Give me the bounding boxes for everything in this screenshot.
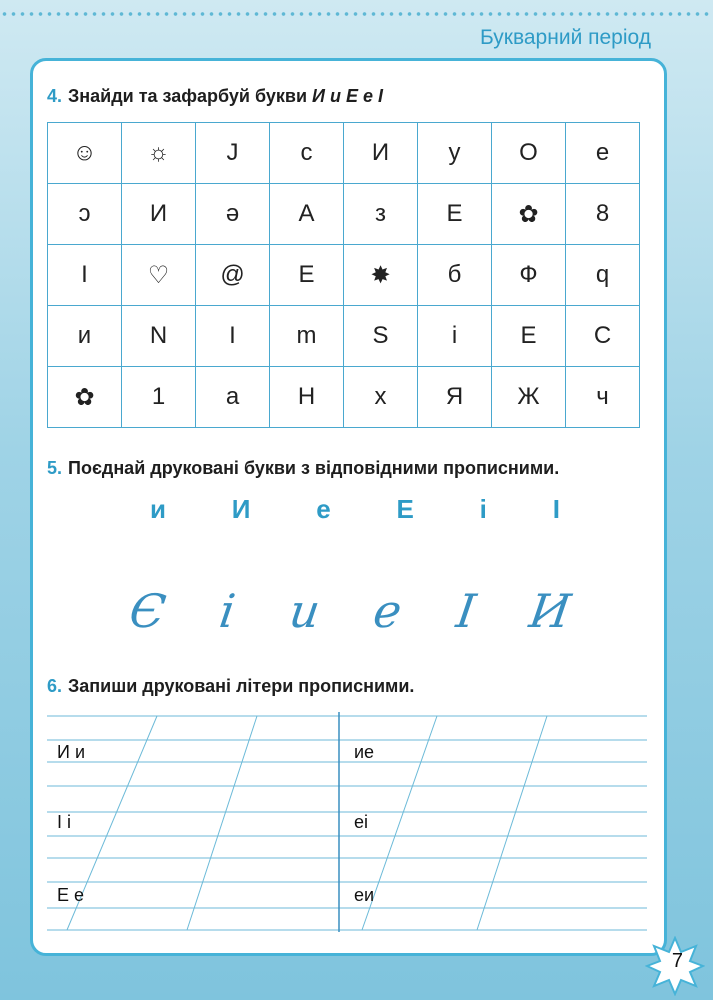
- writing-right-1: ие: [354, 742, 375, 762]
- grid-cell[interactable]: 1: [122, 367, 196, 428]
- grid-cell[interactable]: ☺: [48, 123, 122, 184]
- task-4-title: [47, 86, 383, 107]
- grid-cell[interactable]: И: [122, 184, 196, 245]
- grid-row: [48, 123, 640, 184]
- printed-letter[interactable]: и: [150, 494, 166, 524]
- grid-cell[interactable]: з: [344, 184, 418, 245]
- script-letter[interactable]: и: [286, 584, 324, 638]
- task-4-letters: И и Е е І: [312, 86, 384, 106]
- section-title: Букварний період: [479, 26, 651, 49]
- grid-cell[interactable]: И: [344, 123, 418, 184]
- grid-cell[interactable]: q: [566, 245, 640, 306]
- writing-right-2: еі: [354, 812, 369, 832]
- grid-cell[interactable]: С: [566, 306, 640, 367]
- grid-cell[interactable]: Н: [270, 367, 344, 428]
- script-letter[interactable]: е: [370, 584, 406, 638]
- writing-left-3: Е е: [57, 885, 85, 905]
- task-6-text: Запиши друковані літери прописними.: [68, 676, 415, 696]
- grid-cell[interactable]: ɔ: [48, 184, 122, 245]
- task-4-text: Знайди та зафарбуй букви: [68, 86, 308, 106]
- task-6-title: [47, 676, 414, 697]
- grid-cell[interactable]: і: [418, 306, 492, 367]
- grid-cell[interactable]: ✸: [344, 245, 418, 306]
- grid-cell[interactable]: а: [196, 367, 270, 428]
- grid-cell[interactable]: @: [196, 245, 270, 306]
- grid-cell[interactable]: ✿: [48, 367, 122, 428]
- grid-cell[interactable]: 8: [566, 184, 640, 245]
- task-5-title: [47, 458, 559, 479]
- grid-cell[interactable]: Ж: [492, 367, 566, 428]
- grid-cell[interactable]: Е: [418, 184, 492, 245]
- script-letter[interactable]: І: [452, 584, 479, 638]
- script-letters: [126, 584, 574, 638]
- grid-cell[interactable]: х: [344, 367, 418, 428]
- grid-cell[interactable]: Е: [492, 306, 566, 367]
- grid-cell[interactable]: N: [122, 306, 196, 367]
- printed-letter[interactable]: е: [316, 494, 331, 524]
- grid-cell[interactable]: m: [270, 306, 344, 367]
- printed-letters: [150, 494, 560, 525]
- grid-cell[interactable]: О: [492, 123, 566, 184]
- task-6-number: 6.: [47, 676, 63, 696]
- task-4-number: 4.: [47, 86, 63, 106]
- writing-left-2: І і: [57, 812, 72, 832]
- grid-cell[interactable]: б: [418, 245, 492, 306]
- grid-cell[interactable]: Е: [270, 245, 344, 306]
- printed-letter[interactable]: Е: [396, 494, 414, 524]
- grid-cell[interactable]: І: [48, 245, 122, 306]
- top-dots-decoration: [0, 10, 713, 18]
- page-number: 7: [671, 950, 683, 972]
- script-letter[interactable]: Є: [126, 584, 169, 638]
- grid-cell[interactable]: Я: [418, 367, 492, 428]
- task-5-text: Поєднай друковані букви з відповідними прописними.: [68, 458, 560, 478]
- writing-left-1: И и: [57, 742, 85, 762]
- letter-grid: [47, 122, 640, 428]
- grid-row: [48, 367, 640, 428]
- grid-row: [48, 245, 640, 306]
- grid-cell[interactable]: S: [344, 306, 418, 367]
- printed-letter[interactable]: И: [231, 494, 251, 524]
- grid-cell[interactable]: А: [270, 184, 344, 245]
- writing-right-3: еи: [354, 885, 375, 905]
- printed-letter[interactable]: і: [479, 494, 487, 524]
- grid-cell[interactable]: с: [270, 123, 344, 184]
- script-letter[interactable]: і: [216, 584, 239, 638]
- grid-cell[interactable]: е: [566, 123, 640, 184]
- grid-row: [48, 306, 640, 367]
- grid-cell[interactable]: J: [196, 123, 270, 184]
- grid-cell[interactable]: ✿: [492, 184, 566, 245]
- script-letter[interactable]: И: [526, 584, 574, 638]
- task-5-number: 5.: [47, 458, 63, 478]
- grid-row: [48, 184, 640, 245]
- grid-cell[interactable]: у: [418, 123, 492, 184]
- grid-cell[interactable]: Ф: [492, 245, 566, 306]
- grid-cell[interactable]: І: [196, 306, 270, 367]
- grid-cell[interactable]: ☼: [122, 123, 196, 184]
- grid-cell[interactable]: ♡: [122, 245, 196, 306]
- grid-cell[interactable]: ч: [566, 367, 640, 428]
- grid-cell[interactable]: и: [48, 306, 122, 367]
- handwriting-lines[interactable]: [47, 712, 647, 932]
- printed-letter[interactable]: І: [552, 494, 560, 524]
- grid-cell[interactable]: ə: [196, 184, 270, 245]
